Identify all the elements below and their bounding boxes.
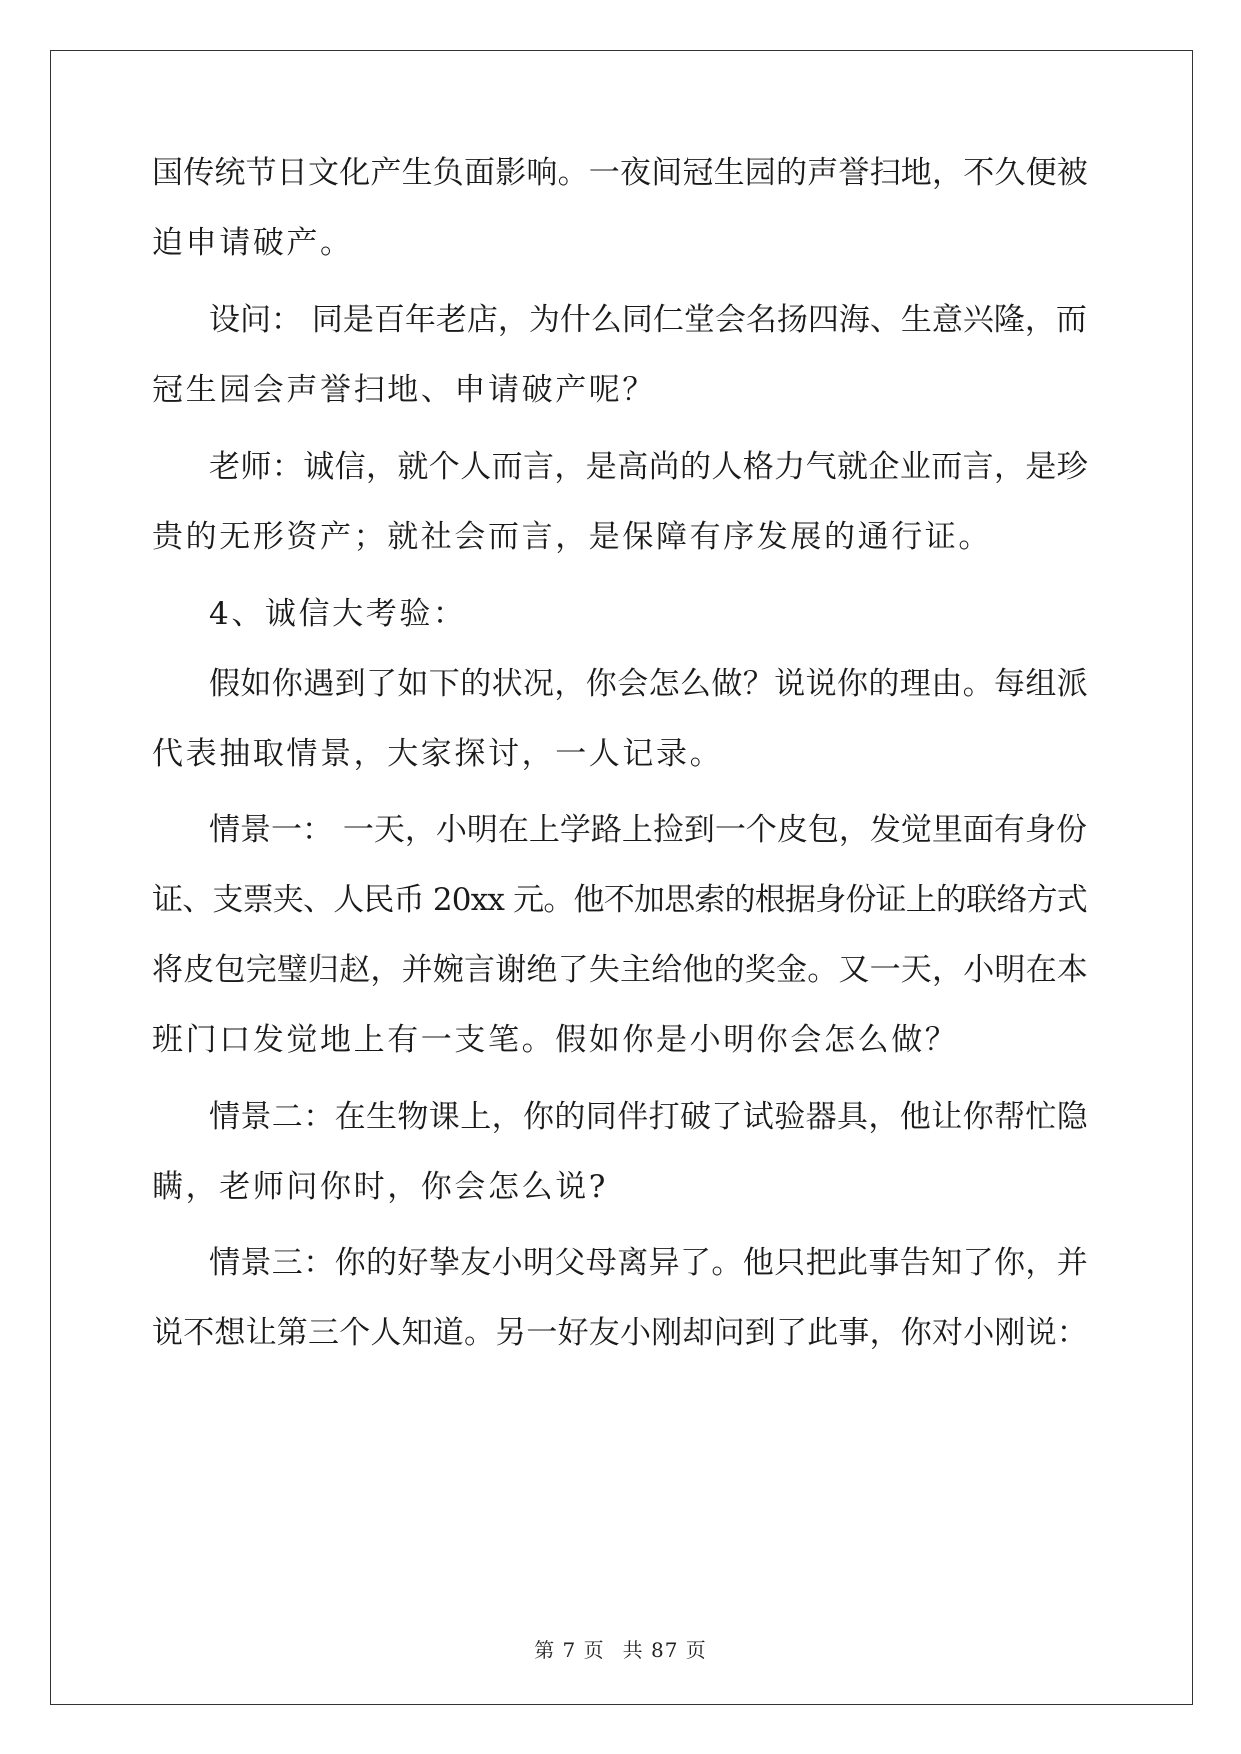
- text-line: 设问： 同是百年老店，为什么同仁堂会名扬四海、生意兴隆，而: [209, 302, 1087, 338]
- text-line: 国传统节日文化产生负面影响。一夜间冠生园的声誉扫地，不久便被: [152, 155, 1088, 191]
- text-line: 冠生园会声誉扫地、申请破产呢？: [152, 372, 656, 408]
- page-number: 第 7 页: [534, 1638, 605, 1662]
- text-line: 证、支票夹、人民币 20xx 元。他不加思索的根据身份证上的联络方式: [152, 882, 1087, 918]
- text-line: 4、诚信大考验：: [209, 596, 467, 632]
- text-line: 代表抽取情景，大家探讨，一人记录。: [152, 736, 724, 772]
- text-line: 瞒，老师问你时，你会怎么说?: [152, 1169, 609, 1205]
- text-line: 情景三：你的好挚友小明父母离异了。他只把此事告知了你，并: [209, 1245, 1089, 1281]
- text-line: 说不想让第三个人知道。另一好友小刚却问到了此事，你对小刚说：: [152, 1315, 1088, 1351]
- page-total: 共 87 页: [622, 1638, 707, 1662]
- text-line: 班门口发觉地上有一支笔。假如你是小明你会怎么做？: [152, 1022, 959, 1058]
- text-line: 老师：诚信，就个人而言，是高尚的人格力气就企业而言，是珍: [209, 449, 1089, 485]
- text-line: 假如你遇到了如下的状况，你会怎么做？说说你的理由。每组派: [209, 666, 1089, 702]
- text-line: 贵的无形资产；就社会而言，是保障有序发展的通行证。: [152, 519, 992, 555]
- text-line: 迫申请破产。: [152, 225, 354, 261]
- text-line: 情景二：在生物课上，你的同伴打破了试验器具，他让你帮忙隐: [209, 1099, 1089, 1135]
- page-footer: [0, 1634, 1241, 1663]
- text-line: 情景一： 一天，小明在上学路上捡到一个皮包，发觉里面有身份: [209, 812, 1087, 848]
- page-border: [50, 50, 1193, 1705]
- text-line: 将皮包完璧归赵，并婉言谢绝了失主给他的奖金。又一天，小明在本: [152, 952, 1088, 988]
